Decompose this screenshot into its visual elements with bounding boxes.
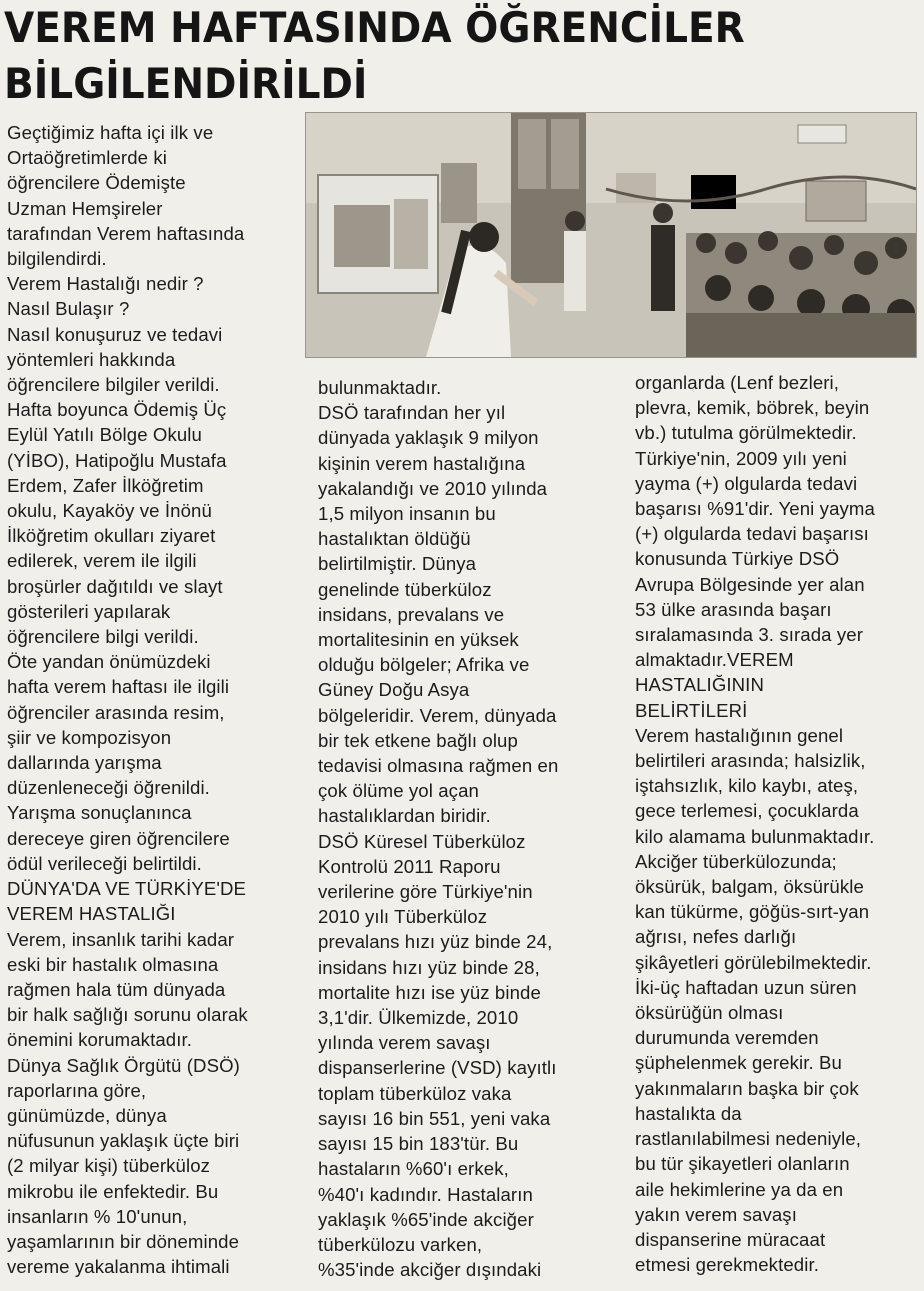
column3-line: Akciğer tüberkülozunda; — [635, 850, 837, 872]
column3-line: almaktadır.VEREM — [635, 649, 794, 671]
column3-line: BELİRTİLERİ — [635, 699, 748, 721]
article-headline — [4, 0, 855, 112]
column2-line: bölgeleridir. Verem, dünyada — [318, 704, 557, 726]
column2-line: olduğu bölgeler; Afrika ve — [318, 654, 530, 676]
column2-line: toplam tüberküloz vaka — [318, 1082, 512, 1104]
column2-line: bulunmaktadır. — [318, 377, 442, 398]
column3-line: konusunda Türkiye DSÖ — [635, 548, 840, 570]
classroom-photo — [305, 112, 917, 358]
column2-line: hastalıktan öldüğü — [318, 528, 471, 550]
column2-line: Güney Doğu Asya — [318, 679, 470, 701]
column1-line: dereceye giren öğrencilere — [7, 827, 230, 849]
column1-line: okulu, Kayaköy ve İnönü — [7, 500, 212, 522]
column3-line: vb.) tutulma görülmektedir. — [635, 422, 857, 444]
column1-line: ödül verileceği belirtildi. — [7, 852, 202, 874]
column3-line: yayma (+) olgularda tedavi — [635, 472, 858, 494]
column1-line: Verem, insanlık tarihi kadar — [7, 928, 235, 950]
column1-line: yaşamlarının bir döneminde — [7, 1230, 240, 1252]
column1-line: Eylül Yatılı Bölge Okulu — [7, 424, 202, 446]
column1-line: Yarışma sonuçlanınca — [7, 802, 192, 824]
column1-line: İlköğretim okulları ziyaret — [7, 525, 216, 547]
column2-line: genelinde tüberküloz — [318, 578, 492, 600]
column2-line: insidans, prevalans ve — [318, 603, 505, 625]
column1-line: Verem Hastalığı nedir ? — [7, 273, 204, 295]
column3-line: yakınmaların başka bir çok — [635, 1077, 859, 1099]
column2-line: çok ölüme yol açan — [318, 780, 479, 802]
column1-line: edilerek, verem ile ilgili — [7, 550, 197, 572]
column2-line: 3,1'dir. Ülkemizde, 2010 — [318, 1007, 519, 1029]
column3-line: belirtileri arasında; halsizlik, — [635, 750, 866, 772]
column2-line: dünyada yaklaşık 9 milyon — [318, 427, 539, 449]
column3-line: şüphelenmek gerekir. Bu — [635, 1052, 842, 1074]
column2-line: bir tek etkene bağlı olup — [318, 729, 518, 751]
column3-line: gece terlemesi, çocuklarda — [635, 800, 859, 822]
column2-line: 2010 yılı Tüberküloz — [318, 906, 488, 928]
article-column-2 — [318, 375, 618, 1282]
column1-line: Uzman Hemşireler — [7, 197, 163, 219]
column3-line: bu tür şikayetleri olanların — [635, 1153, 850, 1175]
column2-line: tüberkülozu varken, — [318, 1233, 483, 1255]
column1-line: nüfusunun yaklaşık üçte biri — [7, 1130, 240, 1152]
column3-line: kilo alamama bulunmaktadır. — [635, 825, 875, 847]
column2-line: DSÖ tarafından her yıl — [318, 402, 506, 424]
column2-line: dispanserlerine (VSD) kayıtlı — [318, 1057, 557, 1079]
column2-line: mortalite hızı ise yüz binde — [318, 981, 541, 1003]
column1-line: raporlarına göre, — [7, 1079, 147, 1101]
column1-line: Nasıl Bulaşır ? — [7, 298, 130, 320]
headline-line-2: BİLGİLENDİRİLDİ — [4, 59, 368, 108]
column1-line: yöntemleri hakkında — [7, 348, 176, 370]
column2-line: hastalıklardan biridir. — [318, 805, 491, 827]
column1-line: insanların % 10'unun, — [7, 1205, 188, 1227]
column3-line: organlarda (Lenf bezleri, — [635, 372, 840, 393]
column1-line: bilgilendirdi. — [7, 248, 107, 270]
column2-line: prevalans hızı yüz binde 24, — [318, 931, 553, 953]
column2-line: yılında verem savaşı — [318, 1032, 491, 1054]
column1-line: hafta verem haftası ile ilgili — [7, 676, 230, 698]
column1-line: (YİBO), Hatipoğlu Mustafa — [7, 449, 227, 471]
column1-line: Öte yandan önümüzdeki — [7, 651, 211, 673]
column1-line: şiir ve kompozisyon — [7, 726, 172, 748]
column3-line: aile hekimlerine ya da en — [635, 1178, 844, 1200]
column3-line: iştahsızlık, kilo kaybı, ateş, — [635, 775, 859, 797]
column1-line: mikrobu ile enfektedir. Bu — [7, 1180, 219, 1202]
column1-line: Dünya Sağlık Örgütü (DSÖ) — [7, 1054, 240, 1076]
column1-line: öğrencilere bilgi verildi. — [7, 626, 199, 648]
column3-line: sıralamasında 3. sırada yer — [635, 624, 863, 646]
column2-line: Kontrolü 2011 Raporu — [318, 855, 501, 877]
column3-line: HASTALIĞININ — [635, 674, 764, 696]
column1-line: Nasıl konuşuruz ve tedavi — [7, 323, 223, 345]
column3-line: başarısı %91'dir. Yeni yayma — [635, 498, 875, 520]
column3-line: yakın verem savaşı — [635, 1203, 797, 1225]
column1-line: gösterileri yapılarak — [7, 600, 171, 622]
column3-line: etmesi gerekmektedir. — [635, 1254, 819, 1276]
column1-line: öğrencilere Ödemişte — [7, 172, 186, 194]
column3-line: öksürüğün olması — [635, 1002, 784, 1024]
column3-line: rastlanılabilmesi nedeniyle, — [635, 1128, 862, 1150]
column3-line: İki-üç haftadan uzun süren — [635, 976, 857, 998]
article-column-1 — [7, 120, 303, 1279]
column2-line: sayısı 15 bin 183'tür. Bu — [318, 1133, 519, 1155]
column3-line: (+) olgularda tedavi başarısı — [635, 523, 869, 545]
column2-line: belirtilmiştir. Dünya — [318, 553, 477, 575]
column1-line: VEREM HASTALIĞI — [7, 903, 176, 925]
column1-line: Erdem, Zafer İlköğretim — [7, 474, 204, 496]
column2-line: insidans hızı yüz binde 28, — [318, 956, 540, 978]
column3-line: hastalıkta da — [635, 1102, 742, 1124]
column2-line: 1,5 milyon insanın bu — [318, 503, 496, 525]
column1-line: bir halk sağlığı sorunu olarak — [7, 1004, 248, 1026]
column3-line: Türkiye'nin, 2009 yılı yeni — [635, 447, 847, 469]
column2-line: %35'inde akciğer dışındaki — [318, 1259, 542, 1281]
column1-line: tarafından Verem haftasında — [7, 222, 245, 244]
column1-line: rağmen hala tüm dünyada — [7, 978, 226, 1000]
column1-line: öğrencilere bilgiler verildi. — [7, 374, 220, 396]
column3-line: Verem hastalığının genel — [635, 724, 844, 746]
column3-line: kan tükürme, göğüs-sırt-yan — [635, 901, 870, 923]
column3-line: öksürük, balgam, öksürükle — [635, 876, 864, 898]
column3-line: durumunda veremden — [635, 1027, 819, 1049]
column2-line: %40'ı kadındır. Hastaların — [318, 1183, 533, 1205]
column1-line: öğrenciler arasında resim, — [7, 701, 225, 723]
column1-line: DÜNYA'DA VE TÜRKİYE'DE — [7, 878, 247, 900]
article-column-3 — [635, 370, 921, 1277]
column2-line: tedavisi olmasına rağmen en — [318, 755, 559, 777]
column3-line: 53 ülke arasında başarı — [635, 598, 832, 620]
column3-line: şikâyetleri görülebilmektedir. — [635, 951, 872, 973]
column2-line: DSÖ Küresel Tüberküloz — [318, 830, 526, 852]
column3-line: dispanserine müracaat — [635, 1228, 826, 1250]
column1-line: Ortaöğretimlerde ki — [7, 147, 168, 169]
column1-line: önemini korumaktadır. — [7, 1029, 193, 1051]
column1-line: (2 milyar kişi) tüberküloz — [7, 1155, 211, 1177]
column1-line: eski bir hastalık olmasına — [7, 953, 219, 975]
column2-line: verilerine göre Türkiye'nin — [318, 881, 533, 903]
column1-line: düzenleneceği öğrenildi. — [7, 777, 210, 799]
column2-line: hastaların %60'ı erkek, — [318, 1158, 509, 1180]
column1-line: dallarında yarışma — [7, 752, 162, 774]
column3-line: ağrısı, nefes darlığı — [635, 926, 797, 948]
column2-line: kişinin verem hastalığına — [318, 452, 526, 474]
column1-line: broşürler dağıtıldı ve slayt — [7, 575, 223, 597]
column1-line: günümüzde, dünya — [7, 1104, 167, 1126]
column1-line: Geçtiğimiz hafta içi ilk ve — [7, 122, 214, 143]
headline-line-1: VEREM HAFTASINDA ÖĞRENCİLER — [4, 3, 745, 52]
column2-line: yakalandığı ve 2010 yılında — [318, 477, 548, 499]
classroom-photo-illustration — [306, 113, 916, 357]
column1-line: Hafta boyunca Ödemiş Üç — [7, 399, 227, 421]
column3-line: Avrupa Bölgesinde yer alan — [635, 573, 865, 595]
column2-line: mortalitesinin en yüksek — [318, 629, 519, 651]
column2-line: yaklaşık %65'inde akciğer — [318, 1208, 534, 1230]
column1-line: vereme yakalanma ihtimali — [7, 1256, 230, 1278]
column3-line: plevra, kemik, böbrek, beyin — [635, 397, 870, 419]
column2-line: sayısı 16 bin 551, yeni vaka — [318, 1107, 551, 1129]
